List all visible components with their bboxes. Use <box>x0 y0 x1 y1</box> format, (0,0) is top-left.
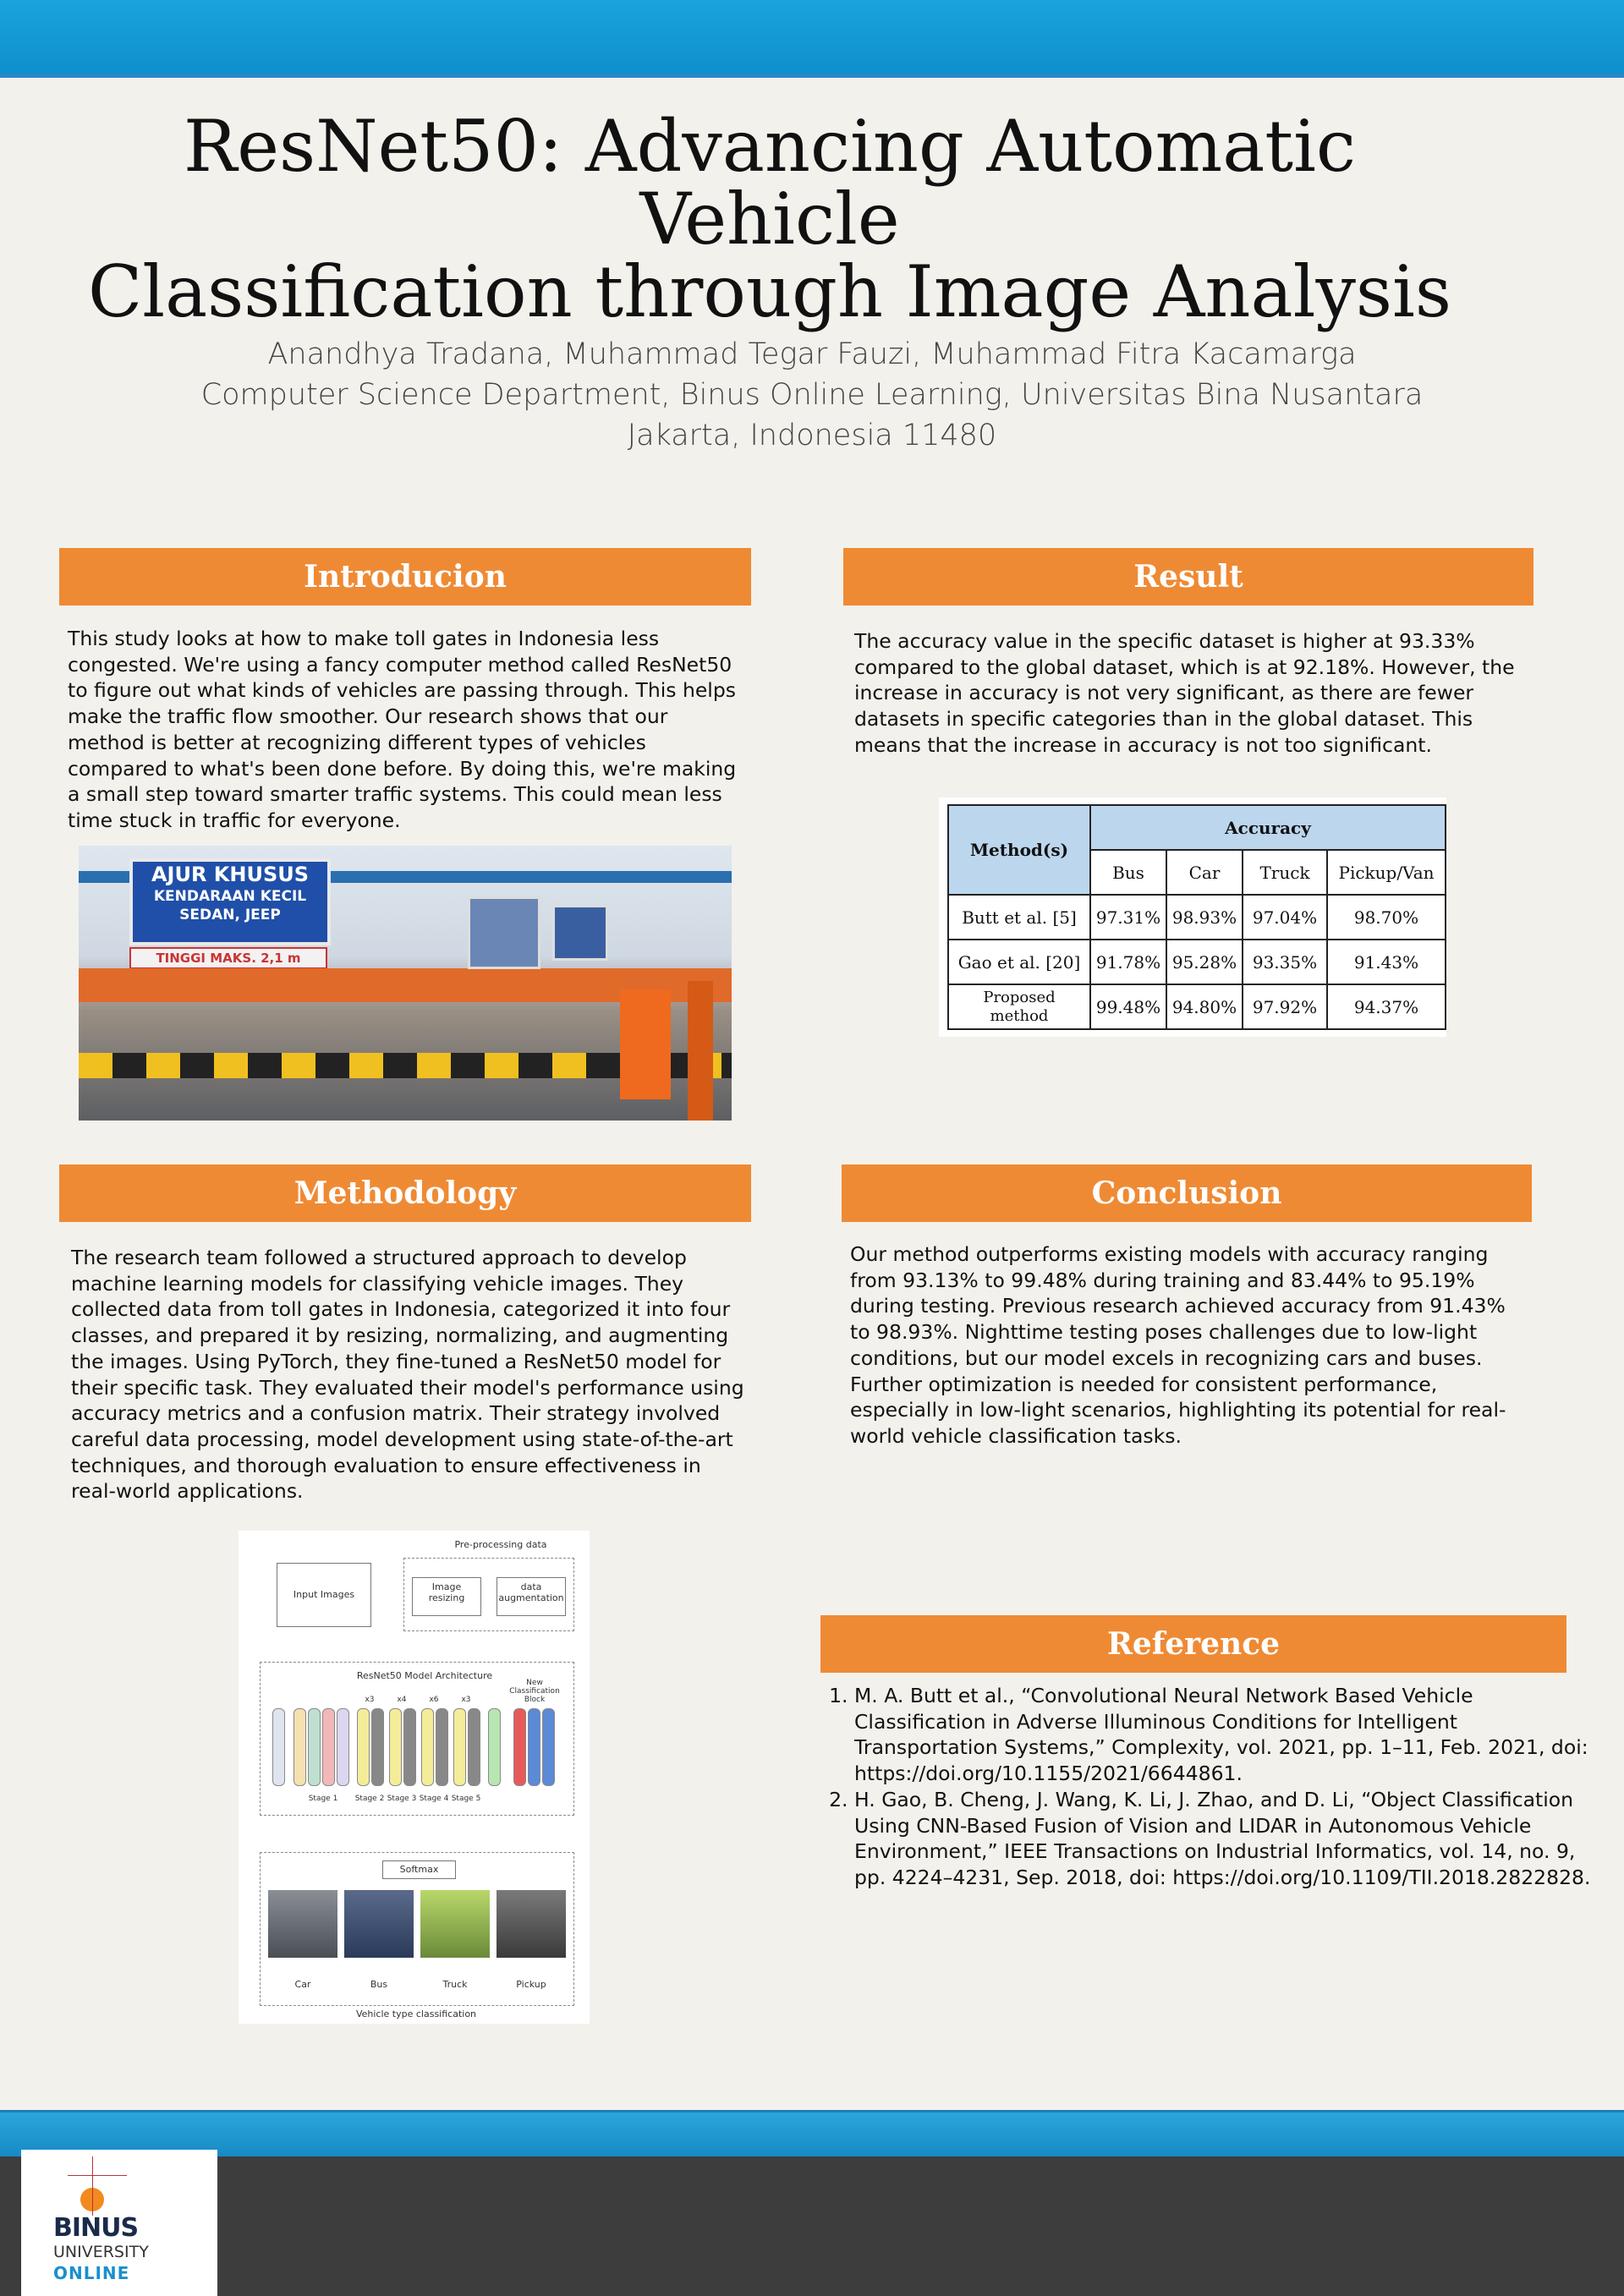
input-images-box: Input Images <box>277 1563 371 1627</box>
class-label: Car <box>294 1979 311 1990</box>
data-augmentation-box: data augmentation <box>497 1577 566 1616</box>
cell: 99.48% <box>1090 984 1166 1029</box>
class-label: Pickup <box>516 1979 546 1990</box>
image-resizing-box: Image resizing <box>412 1577 481 1616</box>
accuracy-header: Accuracy <box>1090 805 1446 850</box>
methodology-body: The research team followed a structured approach to develop machine learning models for classifying vehicle images. They collected data from toll gates in Indonesia, categorized it into four classes, and prepared it by resizing, normalizing, and augmenting the images. Using PyTorch, they fine-tuned a ResNet50 model for their specific task. They evaluated their model's performance using accuracy metrics and a confusion matrix. Their strategy involved careful data processing, model development using state-of-the-art techniques, and thorough evaluation to ensure effectiveness in real-world applications. <box>71 1246 744 1504</box>
col-header: Bus <box>1090 850 1166 895</box>
reference-heading: Reference <box>820 1615 1566 1673</box>
pipeline-diagram <box>239 1531 590 2024</box>
row-method: Butt et al. [5] <box>948 895 1090 940</box>
stage-label: Stage 4 <box>419 1795 449 1803</box>
author-block <box>127 334 1497 456</box>
cell: 94.80% <box>1166 984 1243 1029</box>
cell: 93.35% <box>1243 940 1327 984</box>
title-line-1: ResNet50: Advancing Automatic Vehicle <box>184 105 1356 260</box>
cell: 91.43% <box>1327 940 1446 984</box>
result-heading: Result <box>843 548 1533 606</box>
row-method: Proposed method <box>948 984 1090 1029</box>
table-row <box>948 940 1446 984</box>
classification-label: Vehicle type classification <box>355 2008 477 2019</box>
sign-line-2: KENDARAAN KECIL <box>153 888 307 905</box>
result-body: The accuracy value in the specific dataset is higher at 93.33% compared to the global dataset, which is at 92.18%. However, the increase in accuracy is not very significant, as there are fewer datasets in specific categories than in the global dataset. This means that the increase in accuracy is not too significant. <box>854 629 1515 757</box>
footer-dark <box>0 2156 1624 2296</box>
title-line-2: Classification through Image Analysis <box>87 250 1452 333</box>
accuracy-table <box>947 804 1446 1030</box>
footer-bar <box>0 2110 1624 2159</box>
table-row <box>948 895 1446 940</box>
sign-line-3: SEDAN, JEEP <box>179 907 281 923</box>
class-label: Bus <box>370 1979 388 1990</box>
class-label: Truck <box>442 1979 468 1990</box>
cell: 97.92% <box>1243 984 1327 1029</box>
multiplier: x3 <box>365 1696 375 1704</box>
poster-title <box>76 105 1463 333</box>
introduction-heading: Introducion <box>59 548 751 606</box>
conclusion-heading: Conclusion <box>842 1164 1532 1222</box>
cell: 91.78% <box>1090 940 1166 984</box>
logo-online-text: ONLINE <box>53 2263 130 2283</box>
stage-label: Stage 1 <box>308 1795 338 1803</box>
cell: 97.31% <box>1090 895 1166 940</box>
logo-university-text: UNIVERSITY <box>53 2243 149 2261</box>
row-method: Gao et al. [20] <box>948 940 1090 984</box>
accuracy-table-card <box>939 797 1446 1037</box>
binus-logo <box>21 2150 217 2296</box>
logo-binus-text: BINUS <box>53 2213 139 2243</box>
preprocessing-label: Pre-processing data <box>454 1539 547 1550</box>
reference-list <box>829 1683 1599 1891</box>
multiplier: x3 <box>461 1696 471 1704</box>
cell: 98.93% <box>1166 895 1243 940</box>
top-banner <box>0 0 1624 78</box>
cell: 97.04% <box>1243 895 1327 940</box>
cell: 95.28% <box>1166 940 1243 984</box>
col-header: Pickup/Van <box>1327 850 1446 895</box>
author-names: Anandhya Tradana, Muhammad Tegar Fauzi, Muhammad Fitra Kacamarga <box>267 337 1357 371</box>
architecture-label: ResNet50 Model Architecture <box>356 1670 493 1681</box>
stage-label: Stage 5 <box>451 1795 481 1803</box>
sign-height-limit: TINGGI MAKS. 2,1 m <box>129 947 327 969</box>
toll-gate-photo <box>79 846 732 1121</box>
softmax-box: Softmax <box>382 1860 456 1879</box>
multiplier: x4 <box>397 1696 407 1704</box>
reference-item: 1. M. A. Butt et al., “Convolutional Neural Network Based Vehicle Classification in Adverse Illuminous Conditions for Intelligent Transportation Systems,” Complexity, vol. 2021, pp. 1–11, Feb. 2021, doi: https://doi.org/10.1155/2021/6644861. <box>854 1683 1599 1787</box>
author-affiliation: Computer Science Department, Binus Online Learning, Universitas Bina Nusantara <box>200 378 1424 412</box>
methodology-heading: Methodology <box>59 1164 751 1222</box>
stage-label: Stage 2 <box>354 1795 385 1803</box>
col-header: Car <box>1166 850 1243 895</box>
reference-item: 2. H. Gao, B. Cheng, J. Wang, K. Li, J. Zhao, and D. Li, “Object Classification Using CNN-Based Fusion of Vision and LIDAR in Autonomous Vehicle Environment,” IEEE Transactions on Industrial Informatics, vol. 14, no. 9, pp. 4224–4231, Sep. 2018, doi: https://doi.org/10.1109/TII.2018.2822828. <box>854 1787 1599 1891</box>
conclusion-body: Our method outperforms existing models with accuracy ranging from 93.13% to 99.48% during training and 83.44% to 95.19% during testing. Previous research achieved accuracy from 91.43% to 98.93%. Nighttime testing poses challenges due to low-light conditions, but our model excels in recognizing cars and buses. Further optimization is needed for consistent performance, especially in low-light scenarios, highlighting its potential for real-world vehicle classification tasks. <box>850 1242 1506 1448</box>
method-header: Method(s) <box>948 805 1090 895</box>
introduction-body: This study looks at how to make toll gates in Indonesia less congested. We're using a fancy computer method called ResNet50 to figure out what kinds of vehicles are passing through. This helps make the traffic flow smoother. Our research shows that our method is better at recognizing different types of vehicles compared to what's been done before. By doing this, we're making a small step toward smarter traffic systems. This could mean less time stuck in traffic for everyone. <box>68 627 737 832</box>
cell: 98.70% <box>1327 895 1446 940</box>
stage-label: Stage 3 <box>387 1795 417 1803</box>
author-location: Jakarta, Indonesia 11480 <box>627 419 997 452</box>
table-row <box>948 984 1446 1029</box>
multiplier: x6 <box>429 1696 439 1704</box>
cell: 94.37% <box>1327 984 1446 1029</box>
new-block-label: New Classification Block <box>509 1679 560 1704</box>
col-header: Truck <box>1243 850 1327 895</box>
sign-line-1: AJUR KHUSUS <box>151 863 310 886</box>
